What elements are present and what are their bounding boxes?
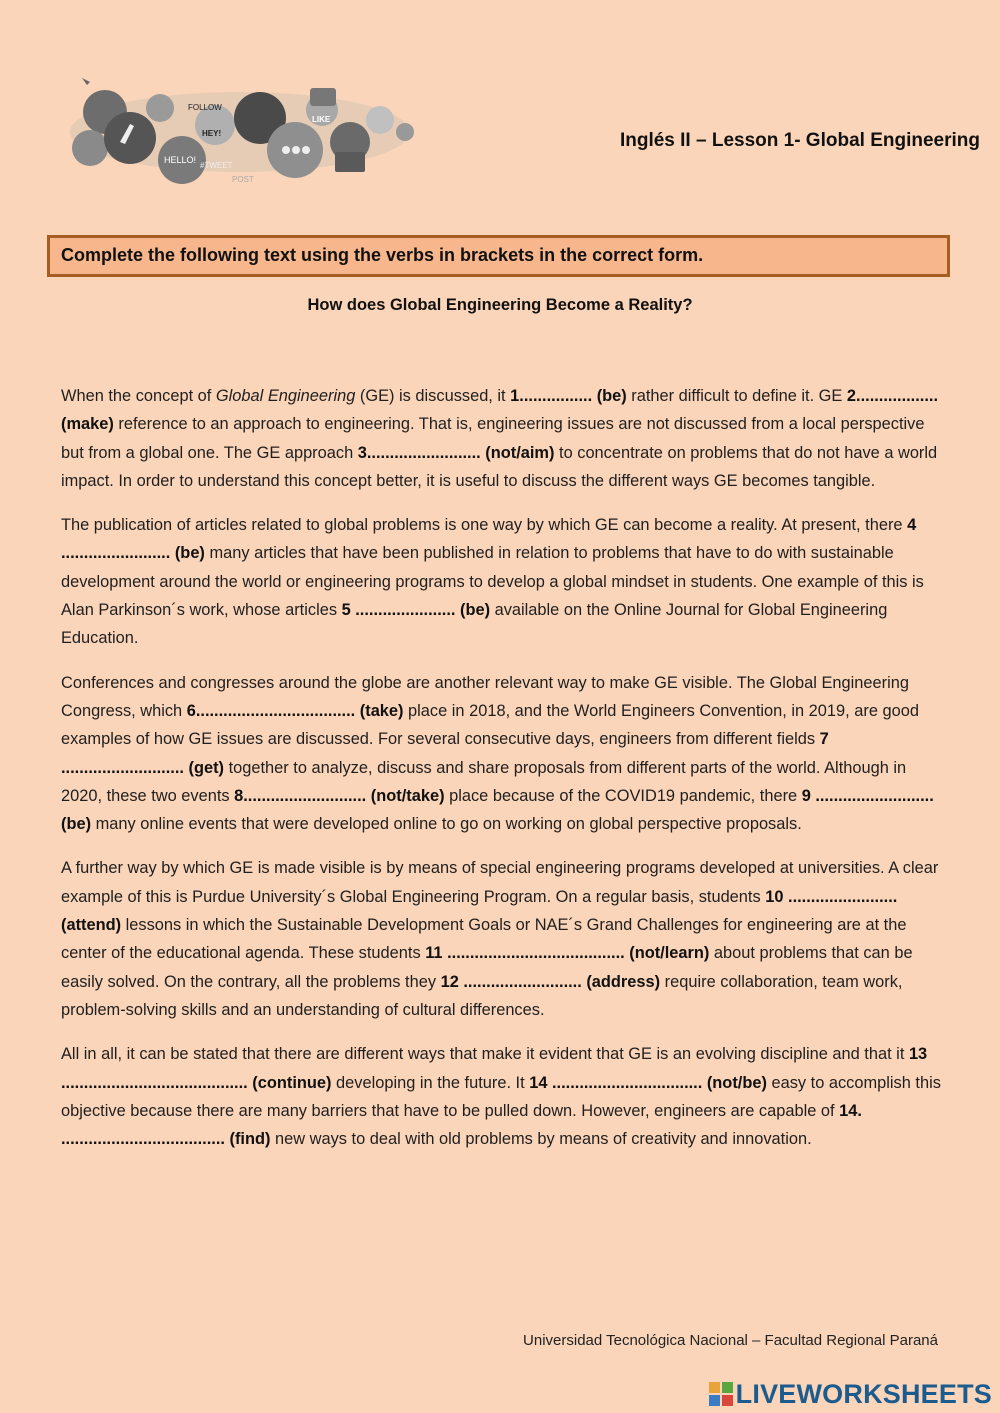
instruction-box	[47, 235, 950, 277]
text-span: When the concept of	[61, 387, 216, 405]
social-media-logo	[60, 70, 422, 188]
text-span: place in 2018, and the World Engineers Convention, in 2019, are good examples of how GE issues are discussed. For several consecutive days, engineers from different fields	[61, 701, 919, 749]
blank-9[interactable]: 9 .......................... (be)	[61, 786, 934, 834]
text-span: to concentrate on problems that do not have a world impact. In order to understand this concept better, it is useful to discuss the different ways GE becomes tangible.	[61, 443, 938, 490]
blank-7[interactable]: 7 ........................... (get)	[61, 730, 829, 777]
blank-12[interactable]: 12 .......................... (address)	[440, 972, 661, 991]
blank-13[interactable]: 13 ......................................... (continue)	[61, 1045, 928, 1092]
blank-6[interactable]: 6................................... (take)	[186, 701, 404, 720]
text-span: many online events that were developed online to go on working on global perspective proposals.	[91, 815, 802, 834]
text-span: reference to an approach to engineering. That is, engineering issues are not discussed from a local perspective but from a global one. The GE approach	[61, 415, 925, 462]
liveworksheets-icon	[708, 1381, 734, 1407]
text-span: A further way by which GE is made visible is by means of special engineering programs developed at universities. A clear example of this is Purdue University´s Global Engineering Program. On a regular basis, students	[61, 859, 939, 906]
italic-term: Global Engineering	[215, 387, 356, 405]
lesson-title: Inglés II – Lesson 1- Global Engineering	[619, 130, 980, 151]
logo-word-hello: HELLO!	[164, 155, 197, 165]
text-span: place because of the COVID19 pandemic, there	[444, 786, 802, 805]
logo-word-like: LIKE	[312, 115, 331, 124]
paragraph-4	[61, 854, 946, 1024]
instruction-text: Complete the following text using the verbs in brackets in the correct form.	[61, 245, 704, 265]
text-span: easy to accomplish this objective because there are many barriers that have to be pulled down. However, engineers are capable of	[61, 1073, 941, 1120]
blank-2[interactable]: 2.................. (make)	[61, 387, 939, 434]
text-span: about problems that can be easily solved. On the contrary, all the problems they	[61, 944, 913, 991]
logo-word-post: POST	[232, 175, 254, 184]
text-span: require collaboration, team work, problem-solving skills and an understanding of cultural differences.	[61, 972, 903, 1019]
logo-word-follow: FOLLOW	[188, 103, 222, 112]
text-span: The publication of articles related to global problems is one way by which GE can become a reality. At present, there	[61, 516, 908, 535]
blank-3[interactable]: 3......................... (not/aim)	[357, 443, 555, 462]
footer-institution: Universidad Tecnológica Nacional – Facultad Regional Paraná	[523, 1332, 938, 1349]
text-span: developing in the future. It	[331, 1073, 530, 1092]
liveworksheets-brand[interactable]	[708, 1376, 992, 1412]
blank-10[interactable]: 10 ........................ (attend)	[61, 887, 898, 935]
blank-1[interactable]: 1................ (be)	[510, 387, 627, 405]
text-span: lessons in which the Sustainable Development Goals or NAE´s Grand Challenges for engineering are at the center of the educational agenda. These students	[61, 916, 907, 963]
blank-8[interactable]: 8........................... (not/take)	[234, 786, 445, 805]
text-span: available on the Online Journal for Global Engineering Education.	[61, 601, 888, 648]
blank-14[interactable]: 14 ................................. (not/be)	[529, 1073, 767, 1092]
paragraph-3	[61, 669, 946, 839]
blank-14b[interactable]: 14. .................................... (find)	[61, 1101, 862, 1149]
text-span: All in all, it can be stated that there are different ways that make it evident that GE is an evolving discipline and that it	[61, 1045, 909, 1064]
exercise-text	[61, 382, 946, 1169]
text-span: (GE) is discussed, it	[355, 387, 511, 405]
paragraph-2	[61, 511, 946, 652]
text-span: new ways to deal with old problems by means of creativity and innovation.	[270, 1130, 812, 1149]
text-span: rather difficult to define it. GE	[626, 387, 847, 405]
paragraph-5	[61, 1040, 946, 1153]
text-span: Conferences and congresses around the globe are another relevant way to make GE visible. The Global Engineering Congress, which	[61, 673, 909, 720]
liveworksheets-label: LIVEWORKSHEETS	[735, 1378, 992, 1409]
blank-4[interactable]: 4 ........................ (be)	[61, 516, 917, 563]
logo-word-tweet: #TWEET	[200, 161, 233, 170]
logo-word-hey: HEY!	[202, 129, 222, 138]
text-span: together to analyze, discuss and share proposals from different parts of the world. Although in 2020, these two events	[61, 758, 907, 805]
text-span: many articles that have been published in relation to problems that have to do with sustainable development around the world or engineering programs to develop a global mindset in students. One example of this is Alan Parkinson´s work, whose articles	[61, 544, 924, 620]
blank-5[interactable]: 5 ...................... (be)	[341, 601, 491, 620]
text-title: How does Global Engineering Become a Reality?	[307, 296, 693, 314]
paragraph-1	[61, 382, 946, 495]
blank-11[interactable]: 11 ....................................... (not/learn)	[425, 944, 710, 963]
